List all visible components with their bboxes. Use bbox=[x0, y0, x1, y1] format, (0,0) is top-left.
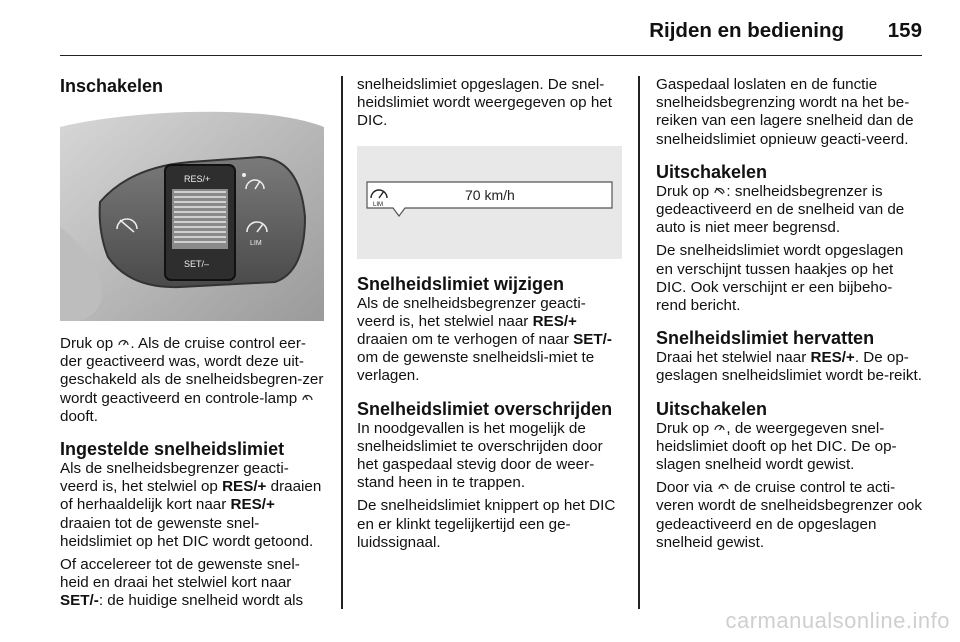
paragraph-opgeslagen: snelheidslimiet opgeslagen. De snel-heidslimiet wordt weergegeven op het DIC. bbox=[357, 76, 612, 130]
paragraph-uitschakelen-1: Druk op : snelheidsbegrenzer is gedeactiveerd en de snelheid van de auto is niet meer begrensd. bbox=[656, 182, 905, 237]
limiter-off-icon bbox=[713, 184, 726, 197]
chapter-title: Rijden en bediening bbox=[649, 19, 844, 42]
heading-overschrijden: Snelheidslimiet overschrijden bbox=[357, 398, 613, 419]
speed-limiter-icon bbox=[117, 336, 130, 349]
heading-uitschakelen-1: Uitschakelen bbox=[656, 161, 768, 182]
steering-wheel-svg bbox=[60, 107, 324, 321]
set-label: SET/– bbox=[184, 259, 210, 269]
paragraph-ingestelde-1: Als de snelheidsbegrenzer geacti-veerd is, het stelwiel op RES/+ draaien of herhaaldelijk kort naar RES/+ draaien tot de gewenste snel-heidslimiet op het DIC wordt getoond. bbox=[60, 460, 322, 550]
column-divider-1 bbox=[341, 76, 343, 609]
res-label: RES/+ bbox=[184, 174, 211, 184]
heading-ingestelde: Ingestelde snelheidslimiet bbox=[60, 439, 285, 460]
speed-limiter-icon bbox=[713, 421, 726, 434]
paragraph-gaspedaal: Gaspedaal loslaten en de functie snelheidsbegrenzing wordt na het be-reiken van een lagere snelheid dan de snelheidslimiet opnieuw geacti-veerd. bbox=[656, 76, 914, 148]
paragraph-wijzigen: Als de snelheidsbegrenzer geacti-veerd is, het stelwiel naar RES/+ draaien om te verhogen of naar SET/- om de gewenste snelheidsli-miet te verlagen. bbox=[357, 294, 612, 385]
steering-wheel-controls-photo bbox=[60, 107, 324, 321]
paragraph-overschrijden-2: De snelheidslimiet knippert op het DIC en er klinkt tegelijkertijd een ge-luidssignaal. bbox=[357, 497, 616, 551]
column-2 bbox=[357, 76, 622, 552]
dic-display-figure bbox=[357, 146, 622, 259]
paragraph-uitschakelen-4: Door via de cruise control te acti-veren wordt de snelheidsbegrenzer ook gedeactiveerd en de opgeslagen snelheid gewist. bbox=[656, 479, 922, 551]
watermark: carmanualsonline.info bbox=[725, 608, 950, 633]
heading-inschakelen: Inschakelen bbox=[60, 76, 164, 96]
dic-speed-value: 70 km/h bbox=[465, 186, 515, 203]
heading-uitschakelen-2: Uitschakelen bbox=[656, 398, 768, 419]
column-1 bbox=[60, 76, 326, 611]
cruise-control-lamp-icon bbox=[301, 391, 314, 404]
paragraph-inschakelen: Druk op . Als de cruise control eer-der geactiveerd was, wordt deze uit-geschakeld als de snelheidsbegren-zer wordt geactiveerd en controle-lamp dooft. bbox=[60, 335, 324, 425]
page-header bbox=[60, 0, 922, 56]
paragraph-overschrijden-1: In noodgevallen is het mogelijk de snelheidslimiet te overschrijden door het gaspedaal stevig door de weer-stand heen in te trappen. bbox=[357, 419, 603, 492]
column-3 bbox=[656, 76, 922, 552]
paragraph-uitschakelen-3: Druk op , de weergegeven snel-heidslimiet dooft op het DIC. De op-slagen snelheid wordt gewist. bbox=[656, 419, 897, 474]
lim-label: LIM bbox=[250, 240, 262, 247]
dic-lim-label: LIM bbox=[373, 201, 384, 208]
paragraph-uitschakelen-2: De snelheidslimiet wordt opgeslagen en verschijnt tussen haakjes op het DIC. Ook verschijnt er een bijbeho-rend bericht. bbox=[656, 242, 904, 315]
paragraph-hervatten: Draai het stelwiel naar RES/+. De op-geslagen snelheidslimiet wordt be-reikt. bbox=[656, 349, 922, 385]
heading-hervatten: Snelheidslimiet hervatten bbox=[656, 328, 875, 349]
column-divider-2 bbox=[638, 76, 640, 609]
cruise-control-icon bbox=[717, 480, 730, 493]
dic-display-svg bbox=[357, 146, 622, 259]
heading-wijzigen: Snelheidslimiet wijzigen bbox=[357, 273, 565, 294]
paragraph-ingestelde-2: Of accelereer tot de gewenste snel-heid en draai het stelwiel kort naar SET/-: de huidige snelheid wordt als bbox=[60, 556, 304, 610]
page-number: 159 bbox=[887, 19, 922, 42]
